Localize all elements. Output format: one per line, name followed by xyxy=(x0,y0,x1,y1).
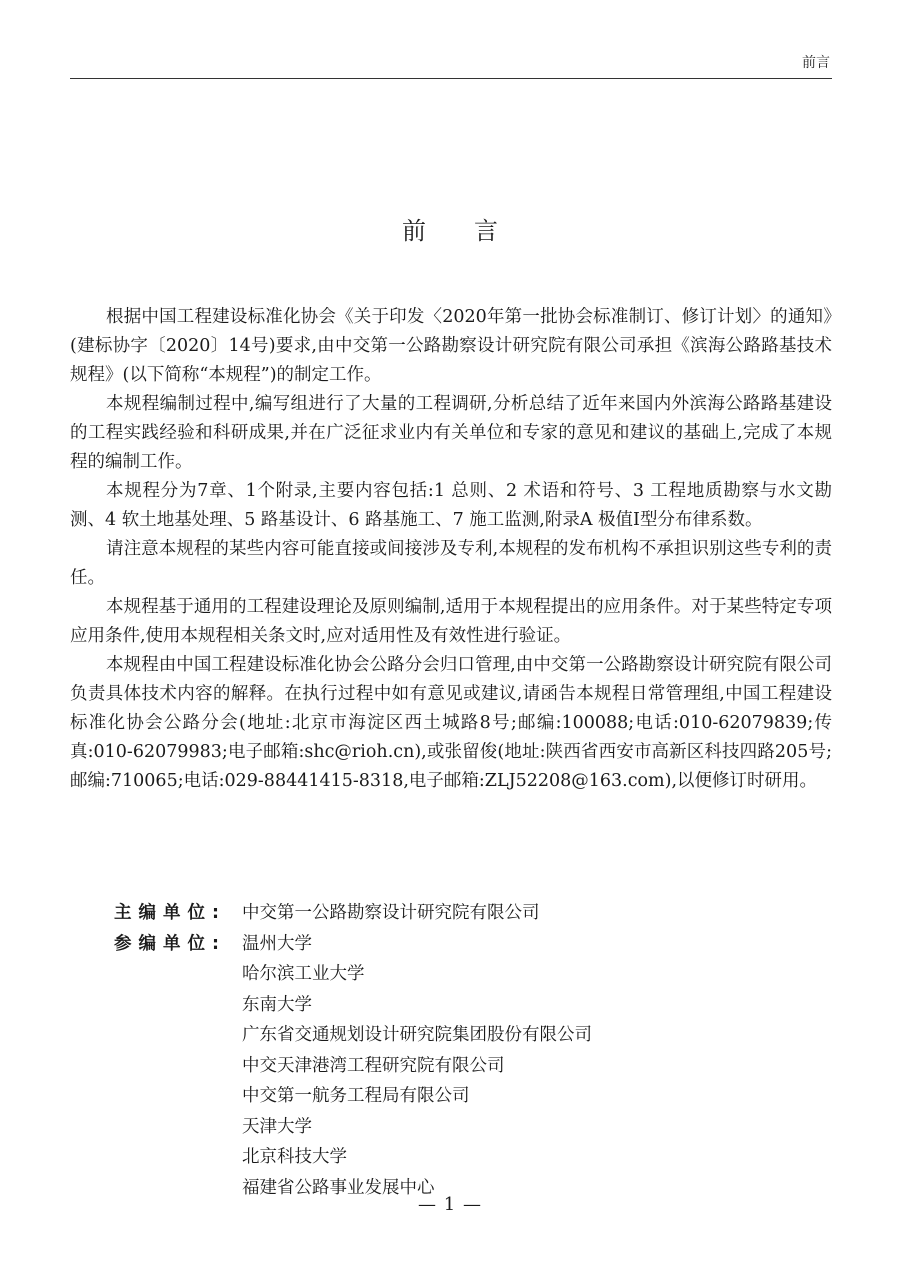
paragraph: 本规程分为7章、1个附录,主要内容包括:1 总则、2 术语和符号、3 工程地质勘察与水文勘测、4 软土地基处理、5 路基设计、6 路基施工、7 施工监测,附录A 极值Ⅰ型分布律系数。 xyxy=(70,481,832,530)
unit-name: 温州大学 xyxy=(242,933,312,954)
unit-name: 东南大学 xyxy=(242,994,312,1015)
participating-list xyxy=(242,929,814,1204)
paragraph: 根据中国工程建设标准化协会《关于印发〈2020年第一批协会标准制订、修订计划〉的通知》(建标协字〔2020〕14号)要求,由中交第一公路勘察设计研究院有限公司承担《滨海公路路基技术规程》(以下简称“本规程”)的制定工作。 xyxy=(70,307,832,385)
paragraph: 请注意本规程的某些内容可能直接或间接涉及专利,本规程的发布机构不承担识别这些专利的责任。 xyxy=(70,539,832,588)
running-header: 前言 xyxy=(802,55,830,71)
chief-editor-label: 主编单位: xyxy=(114,903,226,923)
unit-name: 中交第一航务工程局有限公司 xyxy=(242,1086,470,1106)
page-number: — 1 — xyxy=(418,1194,482,1215)
unit-name: 福建省公路事业发展中心 xyxy=(242,1177,435,1198)
paragraph: 本规程基于通用的工程建设理论及原则编制,适用于本规程提出的应用条件。对于某些特定专项应用条件,使用本规程相关条文时,应对适用性及有效性进行验证。 xyxy=(70,597,832,646)
page-title: 前言 xyxy=(402,217,546,245)
chief-editor-row xyxy=(114,898,814,929)
unit-name: 哈尔滨工业大学 xyxy=(242,964,365,984)
unit-name: 中交天津港湾工程研究院有限公司 xyxy=(242,1055,505,1076)
participating-units-row xyxy=(114,929,814,1204)
unit-name: 广东省交通规划设计研究院集团股份有限公司 xyxy=(242,1025,592,1045)
chief-editor-list xyxy=(242,898,814,929)
participating-label: 参编单位: xyxy=(114,933,226,954)
preface-body xyxy=(70,303,832,796)
organization-units xyxy=(114,898,814,1203)
paragraph: 本规程由中国工程建设标准化协会公路分会归口管理,由中交第一公路勘察设计研究院有限公司负责具体技术内容的解释。在执行过程中如有意见或建议,请函告本规程日常管理组,中国工程建设标准化协会公路分会(地址:北京市海淀区西土城路8号;邮编:100088;电话:010-62079839;传真:010-62079983;电子邮箱:shc@rioh.cn),或张留俊(地址:陕西省西安市高新区科技四路205号;邮编:710065;电话:029-88441415-8318,电子邮箱:ZLJ52208@163.com),以便修订时研用。 xyxy=(70,655,832,791)
header-divider xyxy=(70,78,832,79)
unit-name: 天津大学 xyxy=(242,1116,312,1137)
unit-name: 中交第一公路勘察设计研究院有限公司 xyxy=(242,903,540,923)
unit-name: 北京科技大学 xyxy=(242,1147,347,1167)
paragraph: 本规程编制过程中,编写组进行了大量的工程调研,分析总结了近年来国内外滨海公路路基建设的工程实践经验和科研成果,并在广泛征求业内有关单位和专家的意见和建议的基础上,完成了本规程的编制工作。 xyxy=(70,394,832,472)
